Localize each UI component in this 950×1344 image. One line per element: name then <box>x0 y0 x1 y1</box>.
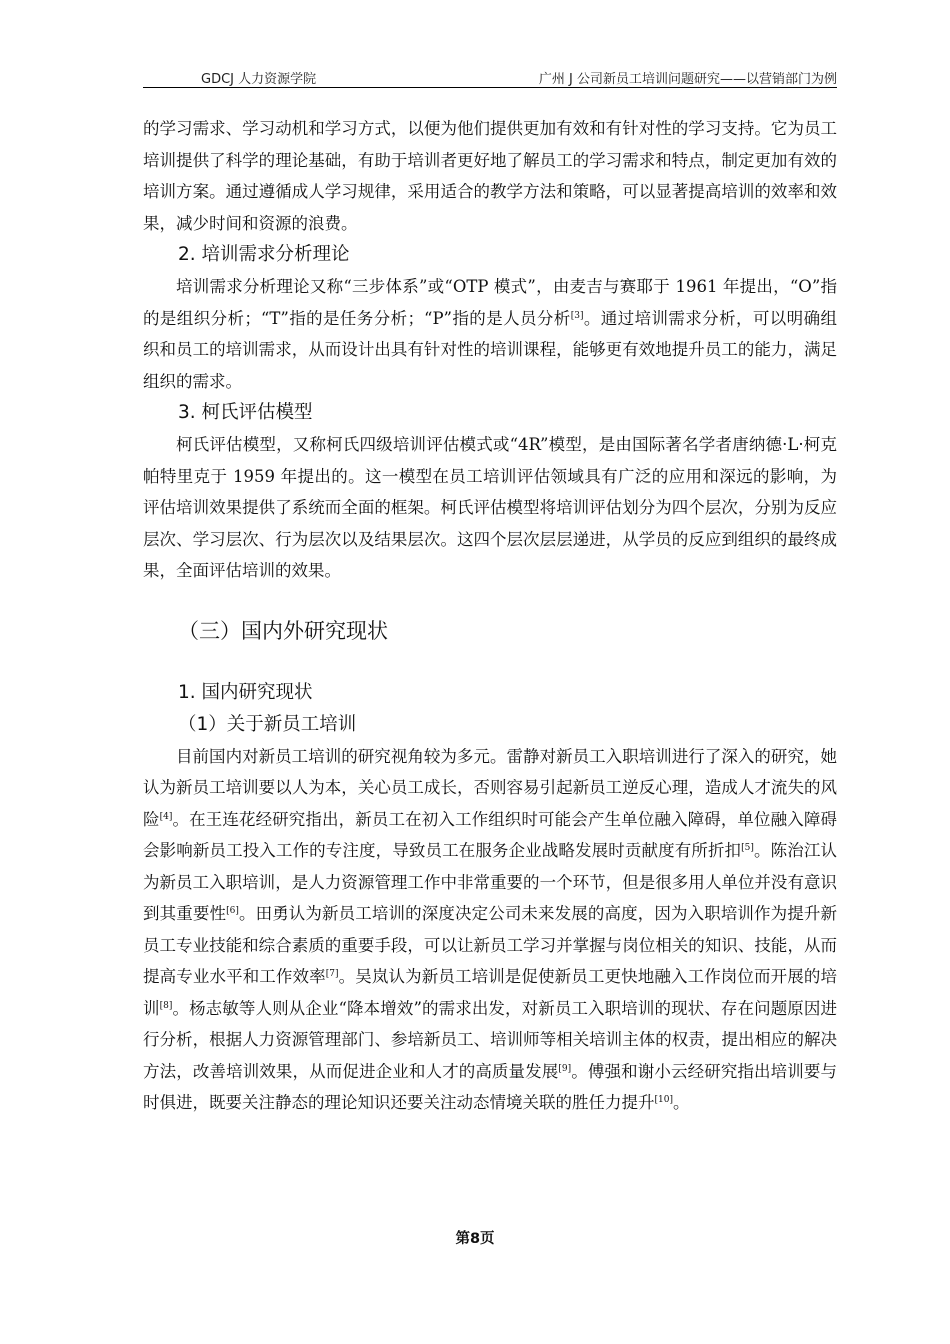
paragraph-text: 培训需求分析理论又称“三步体系”或“OTP 模式”，由麦吉与赛耶于 1961 年提出，“O”指的是组织分析；“T”指的是任务分析；“P”指的是人员分析 <box>143 277 837 328</box>
page-content <box>143 113 837 1119</box>
paragraph-domestic-research <box>143 741 837 1119</box>
paragraph-text: 。傅强和谢小云经研究指出培训要与时俱进，既要关注静态的理论知识还要关注动态情境关联的胜任力提升 <box>143 1061 838 1112</box>
header-paper-title: 广州 J 公司新员工培训问题研究——以营销部门为例 <box>538 72 837 87</box>
heading-kirkpatrick-model: 3. 柯氏评估模型 <box>178 402 313 423</box>
citation-ref: [4] <box>159 811 173 822</box>
paragraph-training-needs-analysis <box>143 271 837 397</box>
paragraph-text: 。杨志敏等人则从企业“降本增效”的需求出发，对新员工入职培训的现状、存在问题原因进行分析，根据人力资源管理部门、参培新员工、培训师等相关培训主体的权责，提出相应的解决方法，改善培训效果，从而促进企业和人才的高质量发展 <box>143 998 838 1081</box>
header-institution: GDCJ 人力资源学院 <box>201 72 317 87</box>
heading-training-needs-analysis: 2. 培训需求分析理论 <box>178 244 350 265</box>
citation-ref: [5] <box>741 843 754 853</box>
heading-domestic-research: 1. 国内研究现状 <box>178 681 313 703</box>
paragraph-text: 。 <box>672 1093 690 1112</box>
citation-ref: [7] <box>325 969 339 979</box>
paragraph-text: 目前国内对新员工培训的研究视角较为多元。雷静对新员工入职培训进行了深入的研究，她认为新员工培训要以人为本，关心员工成长，否则容易引起新员工逆反心理，造成人才流失的风险 <box>143 746 837 829</box>
paragraph-kirkpatrick-model: 柯氏评估模型，又称柯氏四级培训评估模式或“4R”模型，是由国际著名学者唐纳德·L·柯克帕特里克于 1959 年提出的。这一模型在员工培训评估领域具有广泛的应用和深远的影响，为评估培训效果提供了系统而全面的框架。柯氏评估模型将培训评估划分为四个层次，分别为反应层次、学习层次、行为层次以及结果层次。这四个层次层层递进，从学员的反应到组织的最终成果，全面评估培训的效果。 <box>143 435 837 580</box>
paragraph-continued: 的学习需求、学习动机和学习方式，以便为他们提供更加有效和有针对性的学习支持。它为员工培训提供了科学的理论基础，有助于培训者更好地了解员工的学习需求和特点，制定更加有效的培训方案。通过遵循成人学习规律，采用适合的教学方法和策略，可以显著提高培训的效率和效果，减少时间和资源的浪费。 <box>143 119 837 233</box>
page-header <box>143 63 837 88</box>
citation-ref: [8] <box>159 1000 173 1011</box>
citation-ref: [3] <box>570 310 584 321</box>
paragraph-text: 。通过培训需求分析，可以明确组织和员工的培训需求，从而设计出具有针对性的培训课程，能够更有效地提升员工的能力，满足组织的需求。 <box>143 308 837 391</box>
heading-new-employee-training: （1）关于新员工培训 <box>178 713 357 735</box>
paragraph-text: 。陈治江认为新员工入职培训，是人力资源管理工作中非常重要的一个环节，但是很多用人单位并没有意识到其重要性 <box>143 841 838 923</box>
page-number: 第8页 <box>455 1231 495 1247</box>
paragraph-text: 。田勇认为新员工培训的深度决定公司未来发展的高度，因为入职培训作为提升新员工专业技能和综合素质的重要手段，可以让新员工学习并掌握与岗位相关的知识、技能，从而提高专业水平和工作效率 <box>143 904 838 986</box>
heading-research-status: （三）国内外研究现状 <box>178 618 388 643</box>
citation-ref: [6] <box>226 906 239 916</box>
citation-ref: [9] <box>558 1063 572 1074</box>
paragraph-text: 。在王连花经研究指出，新员工在初入工作组织时可能会产生单位融入障碍，单位融入障碍会影响新员工投入工作的专注度，导致员工在服务企业战略发展时贡献度有所折扣 <box>143 809 838 860</box>
paragraph-text: 。吴岚认为新员工培训是促使新员工更快地融入工作岗位而开展的培训 <box>143 967 838 1018</box>
citation-ref: [10] <box>654 1095 673 1105</box>
